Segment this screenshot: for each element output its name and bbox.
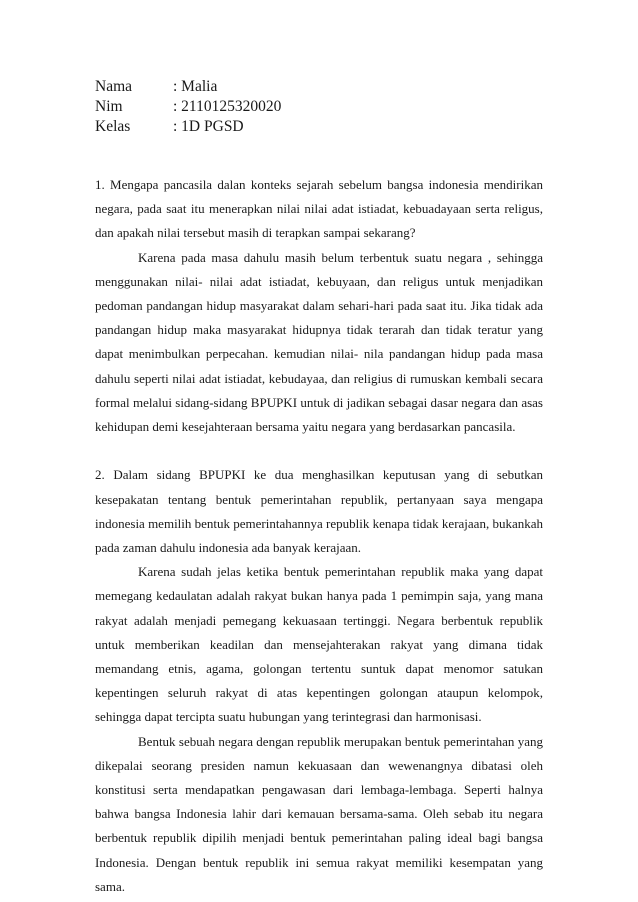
name-value: : Malia [173,78,218,95]
answer-1: Karena pada masa dahulu masih belum terbentuk suatu negara , sehingga menggunakan nilai- nilai adat istiadat, kebuyaan, dan religus untuk menjadikan pedoman pandangan hidup masyarakat dalam sehari-hari pada saat itu. Jika tidak ada pandangan hidup maka masyarakat hidupnya tidak terarah dan tidak teratur yang dapat menimbulkan perpecahan. kemudian nilai- nila pandangan hidup pada masa dahulu seperti nilai adat istiadat, kebudayaa, dan religius di rumuskan kembali secara formal melalui sidang-sidang BPUPKI untuk di jadikan sebagai dasar negara dan asas kehidupan demi kesejahteraan bersama yaitu negara yang berdasarkan pancasila. [95,249,543,435]
section-gap [95,439,543,463]
class-value: : 1D PGSD [173,118,244,135]
question-2: 2. Dalam sidang BPUPKI ke dua menghasilkan keputusan yang di sebutkan kesepakatan tentang bentuk pemerintahan republik, pertanyaan saya mengapa indonesia memilih bentuk pemerintahannya republik kenapa tidak kerajaan, bukankah pada zaman dahulu indonesia ada banyak kerajaan. [95,467,543,556]
nim-value: : 2110125320020 [173,98,282,115]
question-1: 1. Mengapa pancasila dalan konteks sejarah sebelum bangsa indonesia mendirikan negara, pada saat itu menerapkan nilai nilai adat istiadat, kebuadayaan serta religus, dan apakah nilai tersebut masih di terapkan sampai sekarang? [95,177,543,241]
answer-2-paragraph-1: Karena sudah jelas ketika bentuk pemerintahan republik maka yang dapat memegang kedaulatan adalah rakyat bukan hanya pada 1 pemimpin saja, yang mana rakyat adalah menjadi pemegang kekuasaan tertinggi. Negara berbentuk republik untuk memberikan keadilan dan mensejahterakan rakyat yang dimana tidak memandang etnis, agama, golongan tertentu suntuk dapat menomor satukan kepentingen seluruh rakyat di atas kepentingen golongan ataupun kelompok, sehingga dapat tercipta suatu hubungan yang terintegrasi dan harmonisasi. [95,564,543,725]
name-label: Nama [95,78,133,95]
name-row [95,77,281,97]
class-label: Kelas [95,118,131,135]
class-row [95,117,281,137]
identity-header [95,77,281,137]
nim-row [95,97,281,117]
answer-2-paragraph-2: Bentuk sebuah negara dengan republik merupakan bentuk pemerintahan yang dikepalai seorang presiden namun kekuasaan dan wewenangnya dibatasi oleh konstitusi serta mendapatkan pengawasan dari lembaga-lembaga. Seperti halnya bahwa bangsa Indonesia lahir dari kemauan bersama-sama. Oleh sebab itu negara berbentuk republik dipilih menjadi bentuk pemerintahan paling ideal bagi bangsa Indonesia. Dengan bentuk republik ini semua rakyat memiliki kesempatan yang sama. [95,733,543,894]
nim-label: Nim [95,98,123,115]
document-body [95,173,543,899]
